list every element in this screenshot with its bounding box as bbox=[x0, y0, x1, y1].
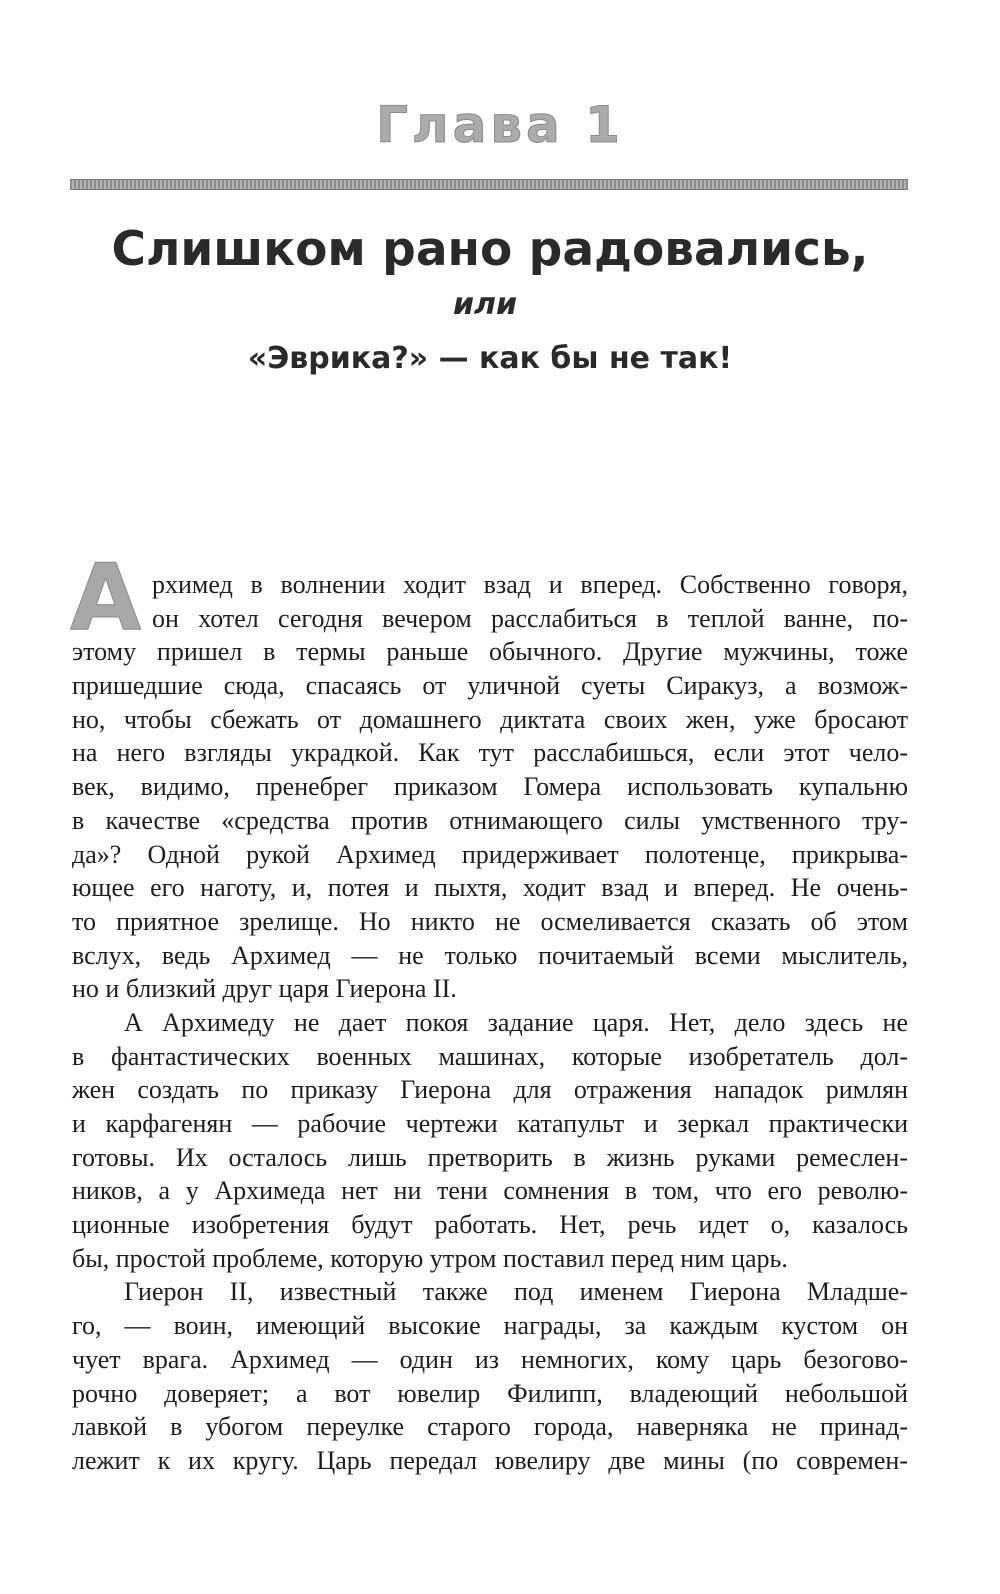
text-line: лавкой в убогом переулке старого города, наверняка не принад- bbox=[72, 1412, 908, 1442]
chapter-rule bbox=[70, 179, 908, 190]
text-line: но и близкий друг царя Гиерона II. bbox=[72, 974, 457, 1004]
chapter-label: Глава 1 bbox=[376, 96, 624, 154]
text-line: рхимед в волнении ходит взад и вперед. Собственно говоря, bbox=[152, 570, 908, 599]
text-line: лежит к их кругу. Царь передал ювелиру две мины (по современ- bbox=[72, 1445, 908, 1475]
text-line: этому пришел в термы раньше обычного. Другие мужчины, тоже bbox=[72, 637, 908, 667]
text-line: готовы. Их осталось лишь претворить в жизнь руками ремеслен- bbox=[72, 1142, 908, 1172]
text-line: ционные изобретения будут работать. Нет, речь идет о, казалось bbox=[72, 1210, 908, 1240]
text-line: на него взгляды украдкой. Как тут расслабишься, если этот чело- bbox=[72, 738, 908, 768]
chapter-title: Слишком рано радовались, bbox=[111, 222, 869, 277]
text-line: но, чтобы сбежать от домашнего диктата своих жен, уже бросают bbox=[72, 704, 908, 734]
text-line: пришедшие сюда, спасаясь от уличной суеты Сиракуз, а возмож- bbox=[72, 671, 908, 701]
text-line: чует врага. Архимед — один из немногих, кому царь безогово- bbox=[72, 1344, 908, 1374]
chapter-subtitle: «Эврика?» — как бы не так! bbox=[247, 341, 733, 376]
text-line: и карфагенян — рабочие чертежи катапульт и зеркал практически bbox=[72, 1109, 908, 1138]
text-line: ющее его наготу, и, потея и пыхтя, ходит взад и вперед. Не очень- bbox=[72, 873, 908, 903]
drop-cap: А bbox=[70, 544, 142, 651]
text-line: век, видимо, пренебрег приказом Гомера использовать купальню bbox=[72, 772, 908, 802]
text-line: вслух, ведь Архимед — не только почитаемый всеми мыслитель, bbox=[72, 940, 908, 970]
text-line: Гиерон II, известный также под именем Гиерона Младше- bbox=[124, 1277, 908, 1307]
text-line: то приятное зрелище. Но никто не осмеливается сказать об этом bbox=[72, 906, 908, 936]
text-line: в фантастических военных машинах, которые изобретатель дол- bbox=[72, 1041, 908, 1071]
text-line: ников, а у Архимеда нет ни тени сомнения в том, что его револю- bbox=[72, 1176, 908, 1206]
body-text bbox=[72, 568, 908, 1478]
text-line: бы, простой проблеме, которую утром поставил перед ним царь. bbox=[72, 1243, 788, 1273]
text-line: он хотел сегодня вечером расслабиться в теплой ванне, по- bbox=[152, 603, 908, 633]
text-line: го, — воин, имеющий высокие награды, за каждым кустом он bbox=[72, 1311, 908, 1341]
chapter-title-or: или bbox=[452, 287, 517, 322]
text-line: А Архимеду не дает покоя задание царя. Нет, дело здесь не bbox=[124, 1007, 908, 1037]
text-line: рочно доверяет; а вот ювелир Филипп, владеющий небольшой bbox=[72, 1378, 908, 1408]
text-line: да»? Одной рукой Архимед придерживает полотенце, прикрыва- bbox=[72, 839, 908, 869]
text-line: жен создать по приказу Гиерона для отражения нападок римлян bbox=[72, 1075, 908, 1105]
text-line: в качестве «средства против отнимающего силы умственного тру- bbox=[72, 805, 908, 835]
